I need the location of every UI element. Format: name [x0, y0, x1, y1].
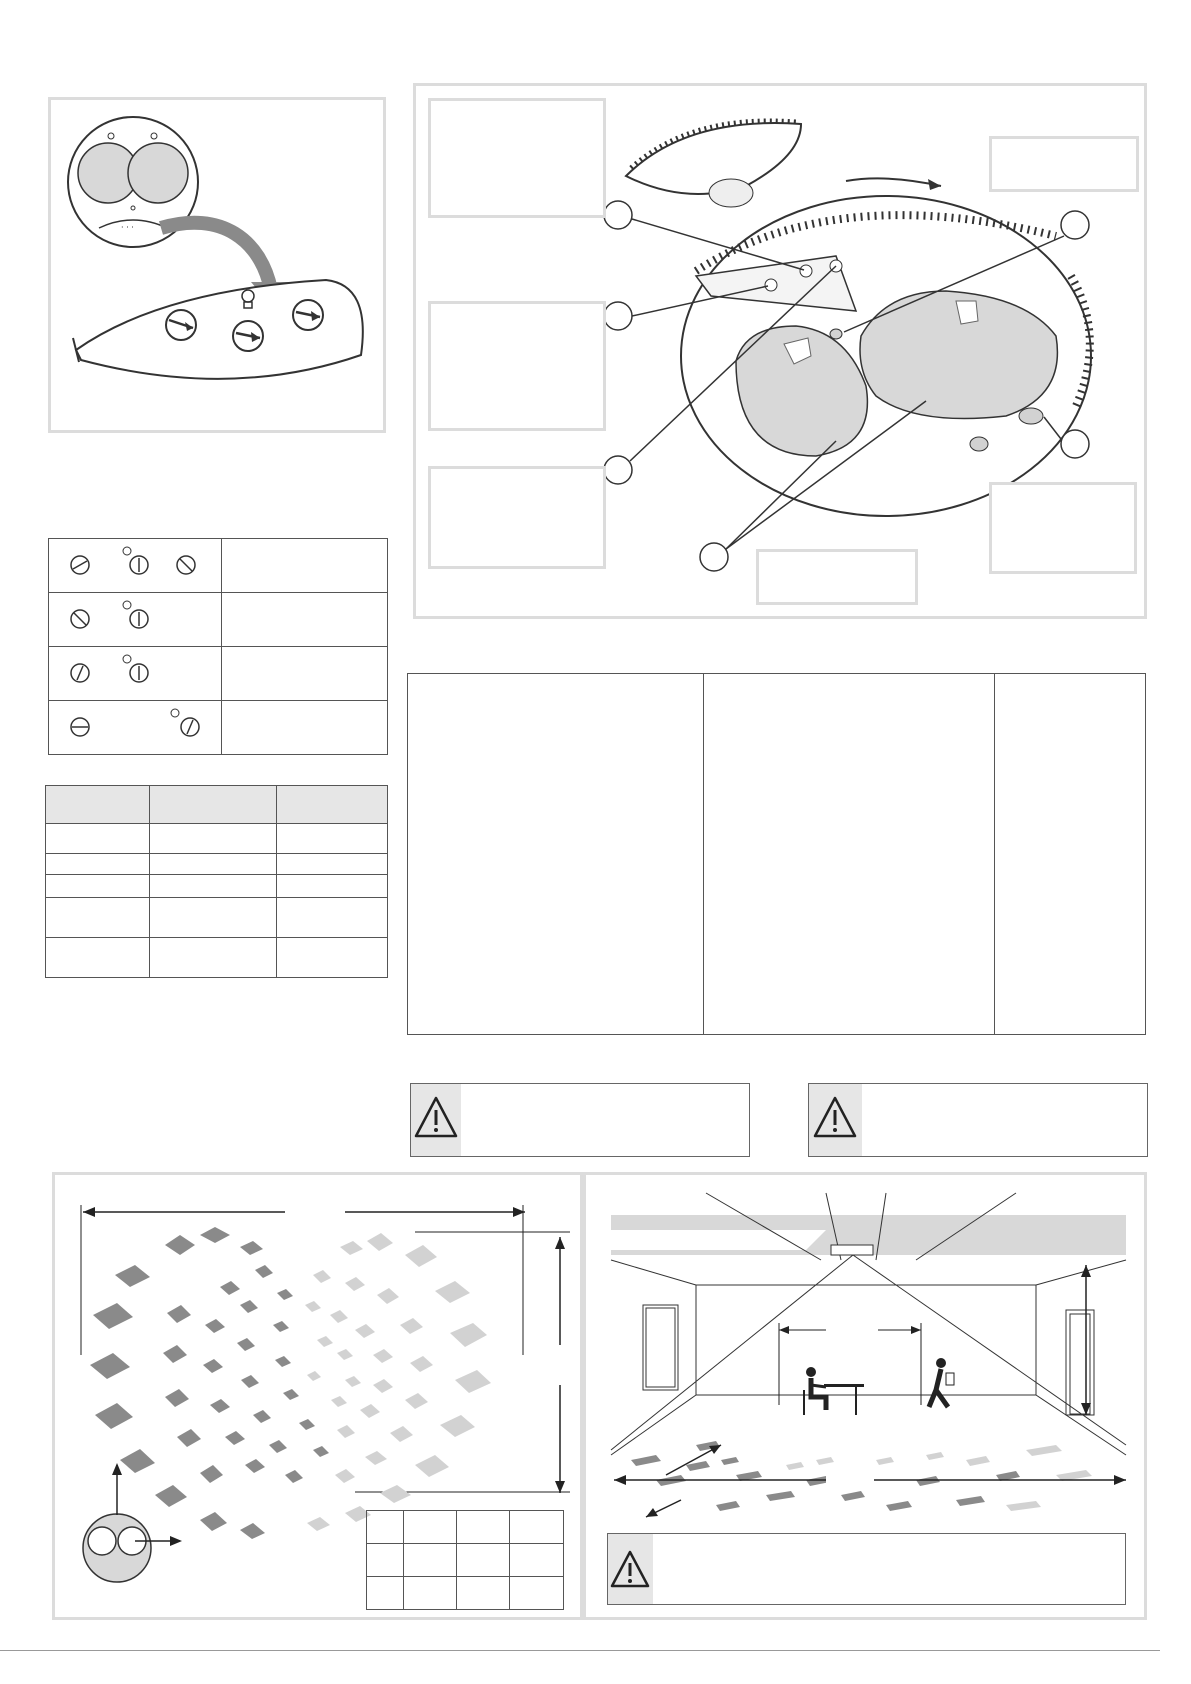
warning-triangle-icon — [809, 1084, 862, 1156]
dial-icon — [71, 718, 89, 736]
label-box — [989, 136, 1139, 192]
table-row — [49, 593, 388, 647]
dial-combination — [49, 647, 219, 695]
label-box — [428, 301, 606, 431]
person-sitting-icon — [804, 1367, 864, 1415]
dial-icon — [177, 556, 195, 574]
dial-icon — [71, 556, 89, 574]
warning-triangle-icon — [411, 1084, 461, 1156]
person-walking-icon — [929, 1358, 954, 1407]
table-row — [49, 647, 388, 701]
light-bulb-icon — [123, 547, 131, 555]
table-row — [367, 1544, 564, 1577]
callout-marker — [1061, 211, 1089, 239]
sensor-overview-panel — [413, 83, 1147, 619]
table-row — [367, 1511, 564, 1544]
callout-marker — [1061, 430, 1089, 458]
dial-right-icon — [293, 300, 323, 330]
dial-icon — [71, 610, 89, 628]
warning-box — [410, 1083, 750, 1157]
light-bulb-icon — [123, 655, 131, 663]
light-bulb-icon — [123, 601, 131, 609]
warning-box — [808, 1083, 1148, 1157]
callout-marker — [700, 543, 728, 571]
dial-combination — [49, 593, 219, 641]
dial-icon — [181, 718, 199, 736]
warning-box — [607, 1533, 1126, 1605]
sensor-orientation-icon — [83, 1463, 182, 1582]
svg-text:· · ·: · · · — [121, 223, 134, 232]
label-box — [428, 466, 606, 569]
table-row — [46, 786, 388, 824]
footer-rule — [0, 1650, 1160, 1651]
sensor-closeup-illustration — [51, 100, 383, 430]
dial-icon — [130, 610, 148, 628]
light-bulb-icon — [171, 709, 179, 717]
dial-icon — [130, 664, 148, 682]
dial-icon — [71, 664, 89, 682]
detection-pattern-panel — [52, 1172, 583, 1620]
table-row — [49, 701, 388, 755]
dial-icon — [130, 556, 148, 574]
warning-triangle-icon — [608, 1534, 653, 1604]
label-box — [428, 98, 606, 218]
table-row — [46, 854, 388, 875]
sensor-closeup-panel — [48, 97, 386, 433]
range-table — [366, 1510, 564, 1610]
callout-marker — [604, 456, 632, 484]
spec-table — [45, 785, 388, 978]
dial-combination — [49, 539, 219, 587]
dial-settings-table — [48, 538, 388, 755]
label-box — [756, 549, 918, 605]
table-row — [408, 674, 1146, 1035]
dial-left-icon — [166, 310, 196, 340]
table-row — [49, 539, 388, 593]
table-row — [46, 938, 388, 978]
callout-marker — [604, 302, 632, 330]
dial-combination — [49, 701, 219, 749]
technical-data-table — [407, 673, 1146, 1035]
floor-detection-zones — [631, 1441, 1020, 1511]
table-row — [46, 898, 388, 938]
table-row — [46, 875, 388, 898]
room-installation-panel — [583, 1172, 1147, 1620]
callout-marker — [604, 201, 632, 229]
table-row — [46, 824, 388, 854]
label-box — [989, 482, 1137, 574]
table-row — [367, 1577, 564, 1610]
